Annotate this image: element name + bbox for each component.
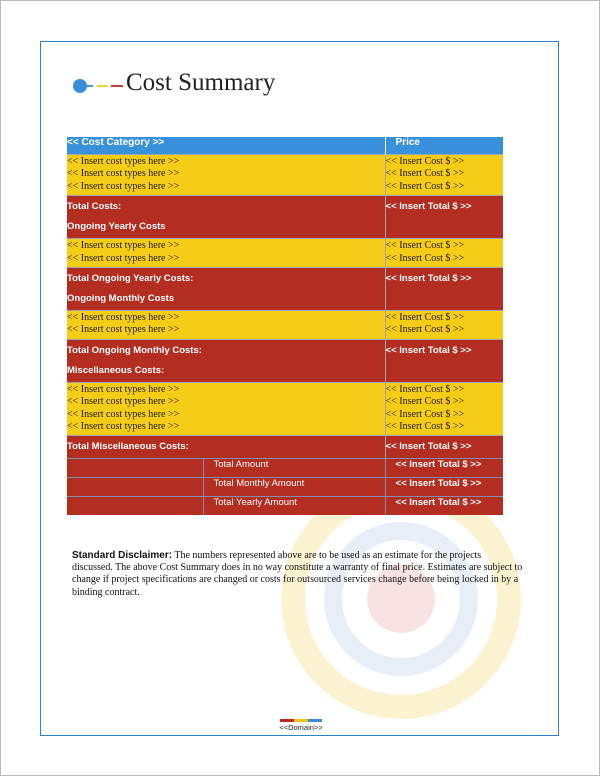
- cost-items-cell: [67, 155, 385, 196]
- section-heading-label: Miscellaneous Costs:: [67, 364, 165, 376]
- cost-price-item: << Insert Cost $ >>: [385, 252, 465, 264]
- section-total-price: << Insert Total $ >>: [385, 272, 472, 284]
- grand-total-spacer: [67, 478, 203, 497]
- section-total-price: << Insert Total $ >>: [385, 201, 472, 213]
- section-total-cell: [67, 196, 385, 239]
- grand-total-label: Total Amount: [203, 459, 385, 478]
- disclaimer: [72, 550, 524, 599]
- cost-prices-cell: [385, 382, 503, 436]
- section-total-price: << Insert Total $ >>: [385, 344, 472, 356]
- cost-type-item: << Insert cost types here >>: [67, 156, 180, 167]
- cost-price-item: << Insert Cost $ >>: [385, 168, 465, 180]
- page-title: Cost Summary: [126, 69, 276, 96]
- disclaimer-text: The numbers represented above are to be used as an estimate for the projects discussed. The above Cost Summary does in no way constitute a warranty of final price. Estimates are subject to change if project specifications are changed or costs for outsourced services change before being locked in by a binding contract.: [72, 550, 523, 598]
- section-total-price-cell: [385, 267, 503, 310]
- cost-type-item: << Insert cost types here >>: [67, 180, 180, 192]
- cost-price-item: << Insert Cost $ >>: [385, 156, 465, 167]
- section-heading-label: Ongoing Monthly Costs: [67, 292, 175, 304]
- cost-price-item: << Insert Cost $ >>: [385, 396, 465, 408]
- grand-total-label: Total Monthly Amount: [203, 478, 385, 497]
- grand-total-row: [67, 459, 503, 478]
- section-total-row: [67, 339, 503, 382]
- section-total-price: << Insert Total $ >>: [385, 441, 472, 453]
- cost-type-item: << Insert cost types here >>: [67, 396, 180, 408]
- grand-total-row: [67, 497, 503, 516]
- header-price: Price: [385, 137, 503, 155]
- cost-type-item: << Insert cost types here >>: [67, 311, 180, 323]
- cost-prices-cell: [385, 310, 503, 339]
- section-total-cell: [67, 267, 385, 310]
- section-total-label: Total Miscellaneous Costs:: [67, 441, 189, 453]
- cost-items-cell: [67, 382, 385, 436]
- header-category: << Cost Category >>: [67, 137, 385, 155]
- section-total-row: [67, 196, 503, 239]
- grand-total-spacer: [67, 459, 203, 478]
- cost-price-item: << Insert Cost $ >>: [385, 420, 465, 432]
- cost-prices-cell: [385, 239, 503, 268]
- cost-price-item: << Insert Cost $ >>: [385, 383, 465, 395]
- cost-type-item: << Insert cost types here >>: [67, 240, 180, 252]
- cost-items-cell: [67, 239, 385, 268]
- section-total-label: Total Ongoing Monthly Costs:: [67, 344, 202, 356]
- cost-items-row: [67, 310, 503, 339]
- cost-items-row: [67, 382, 503, 436]
- cost-items-row: [67, 155, 503, 196]
- section-total-row: [67, 267, 503, 310]
- cost-items-row: [67, 239, 503, 268]
- cost-items-cell: [67, 310, 385, 339]
- grand-total-label: Total Yearly Amount: [203, 497, 385, 516]
- cost-table: [67, 137, 503, 515]
- grand-total-price: << Insert Total $ >>: [385, 497, 503, 516]
- section-total-cell: [67, 436, 385, 459]
- cost-price-item: << Insert Cost $ >>: [385, 180, 465, 192]
- section-total-price-cell: [385, 339, 503, 382]
- cost-price-item: << Insert Cost $ >>: [385, 408, 465, 420]
- cost-price-item: << Insert Cost $ >>: [385, 311, 465, 323]
- cost-prices-cell: [385, 155, 503, 196]
- cost-type-item: << Insert cost types here >>: [67, 324, 180, 336]
- cost-type-item: << Insert cost types here >>: [67, 252, 180, 264]
- section-total-label: Total Ongoing Yearly Costs:: [67, 272, 194, 284]
- disclaimer-label: Standard Disclaimer:: [72, 550, 173, 561]
- section-total-cell: [67, 339, 385, 382]
- title-accent-icon: [73, 78, 125, 94]
- footer-domain: <<Domain>>: [279, 723, 323, 732]
- section-total-row: [67, 436, 503, 459]
- grand-total-price: << Insert Total $ >>: [385, 478, 503, 497]
- cost-type-item: << Insert cost types here >>: [67, 383, 180, 395]
- section-total-price-cell: [385, 436, 503, 459]
- cost-type-item: << Insert cost types here >>: [67, 420, 180, 432]
- cost-price-item: << Insert Cost $ >>: [385, 324, 465, 336]
- footer-color-bar-icon: [280, 719, 322, 722]
- cost-type-item: << Insert cost types here >>: [67, 408, 180, 420]
- grand-total-row: [67, 478, 503, 497]
- grand-total-spacer: [67, 497, 203, 516]
- section-total-price-cell: [385, 196, 503, 239]
- section-heading-label: Ongoing Yearly Costs: [67, 221, 166, 233]
- cost-type-item: << Insert cost types here >>: [67, 168, 180, 180]
- section-total-label: Total Costs:: [67, 201, 122, 213]
- grand-total-price: << Insert Total $ >>: [385, 459, 503, 478]
- table-header-row: [67, 137, 503, 155]
- cost-price-item: << Insert Cost $ >>: [385, 240, 465, 252]
